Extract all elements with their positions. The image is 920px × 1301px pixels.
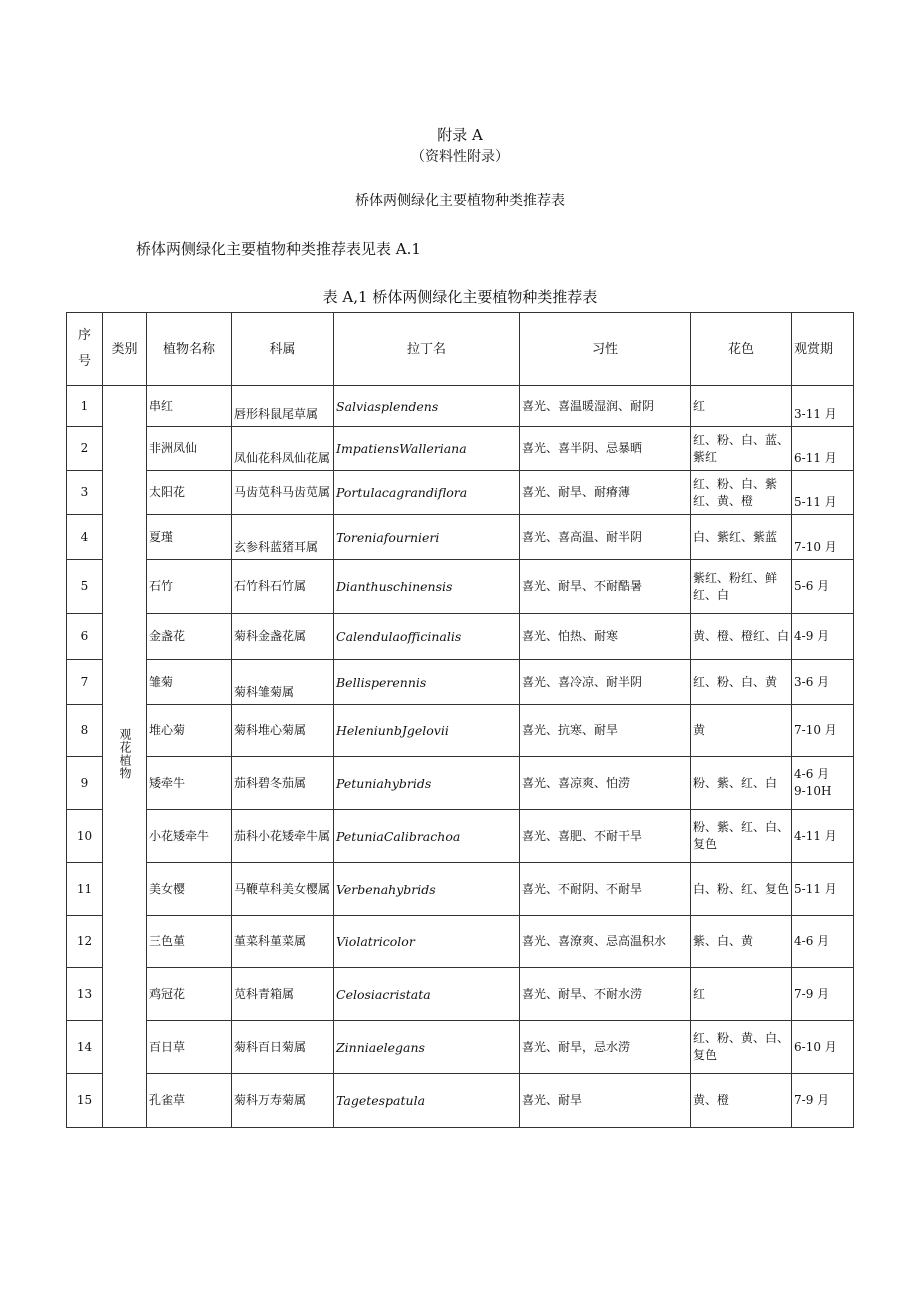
- appendix-subtitle: （资料性附录）: [411, 149, 509, 165]
- latin-name: Verbenahybrids: [334, 863, 520, 916]
- table-row: [67, 863, 854, 916]
- flower-color: 粉、紫、红、白、复色: [691, 810, 792, 863]
- plant-habit: 喜光、耐旱、不耐酷暑: [520, 560, 691, 614]
- header-family: 科属: [232, 313, 334, 386]
- plant-family: 茄科小花矮牵牛属: [232, 810, 334, 863]
- table-row: [67, 916, 854, 968]
- latin-name: Tagetespatula: [334, 1074, 520, 1128]
- flower-color: 白、粉、红、复色: [691, 863, 792, 916]
- plant-habit: 喜光、耐旱，忌水涝: [520, 1021, 691, 1074]
- viewing-period: 4-11 月: [792, 810, 854, 863]
- flower-color: 红、粉、白、紫红、黄、橙: [691, 471, 792, 515]
- row-number: 14: [67, 1021, 103, 1074]
- latin-name: HeleniunbJgelovii: [334, 705, 520, 757]
- section-title: 桥体两侧绿化主要植物种类推荐表: [355, 193, 565, 209]
- latin-name: Calendulaofficinalis: [334, 614, 520, 660]
- viewing-period: 5-6 月: [792, 560, 854, 614]
- table-header-row: [67, 313, 854, 386]
- plant-name: 串红: [147, 386, 232, 427]
- viewing-period: 7-9 月: [792, 968, 854, 1021]
- viewing-period: 7-9 月: [792, 1074, 854, 1128]
- table-row: [67, 427, 854, 471]
- header-no: 序 号: [67, 313, 103, 386]
- latin-name: Celosiacristata: [334, 968, 520, 1021]
- viewing-period: 7-10 月: [792, 705, 854, 757]
- table-row: [67, 968, 854, 1021]
- table-row: [67, 1021, 854, 1074]
- row-number: 10: [67, 810, 103, 863]
- row-number: 2: [67, 427, 103, 471]
- header-category: 类别: [103, 313, 147, 386]
- plant-habit: 喜光、抗寒、耐旱: [520, 705, 691, 757]
- plant-name: 太阳花: [147, 471, 232, 515]
- plant-name: 孔雀草: [147, 1074, 232, 1128]
- plant-family: 马鞭草科美女樱属: [232, 863, 334, 916]
- plant-family: 凤仙花科凤仙花属: [232, 427, 334, 471]
- plant-name: 鸡冠花: [147, 968, 232, 1021]
- row-number: 9: [67, 757, 103, 810]
- plant-habit: 喜光、喜潦爽、忌高温积水: [520, 916, 691, 968]
- viewing-period: 5-11 月: [792, 471, 854, 515]
- flower-color: 黄、橙: [691, 1074, 792, 1128]
- viewing-period: 3-6 月: [792, 660, 854, 705]
- latin-name: Zinniaelegans: [334, 1021, 520, 1074]
- plant-habit: 喜光、喜凉爽、怕涝: [520, 757, 691, 810]
- category-label: 观花植物: [118, 728, 132, 780]
- latin-name: Petuniahybrids: [334, 757, 520, 810]
- row-number: 12: [67, 916, 103, 968]
- flower-color: 红: [691, 386, 792, 427]
- table-row: [67, 614, 854, 660]
- table-row: [67, 515, 854, 560]
- plant-family: 马齿苋科马齿苋属: [232, 471, 334, 515]
- row-number: 8: [67, 705, 103, 757]
- viewing-period: 5-11 月: [792, 863, 854, 916]
- viewing-period: 4-6 月: [792, 916, 854, 968]
- plant-name: 雏菊: [147, 660, 232, 705]
- row-number: 3: [67, 471, 103, 515]
- row-number: 6: [67, 614, 103, 660]
- plant-habit: 喜光、喜温暖湿润、耐阴: [520, 386, 691, 427]
- plant-family: 唇形科鼠尾草属: [232, 386, 334, 427]
- header-name: 植物名称: [147, 313, 232, 386]
- plant-habit: 喜光、喜冷凉、耐半阴: [520, 660, 691, 705]
- plant-family: 菊科金盏花属: [232, 614, 334, 660]
- plant-name: 非洲凤仙: [147, 427, 232, 471]
- plant-name: 堆心菊: [147, 705, 232, 757]
- plant-family: 苋科青箱属: [232, 968, 334, 1021]
- plant-family: 玄参科蓝猪耳属: [232, 515, 334, 560]
- table-row: [67, 560, 854, 614]
- plant-habit: 喜光、怕热、耐寒: [520, 614, 691, 660]
- header-habit: 习性: [520, 313, 691, 386]
- plant-habit: 喜光、耐旱、不耐水涝: [520, 968, 691, 1021]
- flower-color: 白、紫红、紫蓝: [691, 515, 792, 560]
- table-row: [67, 660, 854, 705]
- viewing-period: 6-10 月: [792, 1021, 854, 1074]
- viewing-period: 3-11 月: [792, 386, 854, 427]
- plant-family: 菊科雏菊属: [232, 660, 334, 705]
- plant-family: 茄科碧冬茄属: [232, 757, 334, 810]
- table-row: [67, 471, 854, 515]
- plant-name: 小花矮牵牛: [147, 810, 232, 863]
- flower-color: 红、粉、白、黄: [691, 660, 792, 705]
- viewing-period: 7-10 月: [792, 515, 854, 560]
- row-number: 5: [67, 560, 103, 614]
- row-number: 11: [67, 863, 103, 916]
- plant-family: 菊科万寿菊属: [232, 1074, 334, 1128]
- row-number: 1: [67, 386, 103, 427]
- flower-color: 粉、紫、红、白: [691, 757, 792, 810]
- viewing-period: 4-6 月 9-10H: [792, 757, 854, 810]
- header-flower-color: 花色: [691, 313, 792, 386]
- intro-text: 桥体两侧绿化主要植物种类推荐表见表 A.1: [136, 240, 421, 258]
- plant-family: 菊科百日菊属: [232, 1021, 334, 1074]
- row-number: 13: [67, 968, 103, 1021]
- plant-name: 百日草: [147, 1021, 232, 1074]
- flower-color: 红、粉、白、蓝、紫红: [691, 427, 792, 471]
- row-number: 4: [67, 515, 103, 560]
- plant-name: 金盏花: [147, 614, 232, 660]
- plant-name: 矮牵牛: [147, 757, 232, 810]
- latin-name: Toreniafournieri: [334, 515, 520, 560]
- plant-name: 三色堇: [147, 916, 232, 968]
- plant-family: 菊科堆心菊属: [232, 705, 334, 757]
- plant-family: 堇菜科堇菜属: [232, 916, 334, 968]
- plant-name: 美女樱: [147, 863, 232, 916]
- plant-habit: 喜光、不耐阴、不耐旱: [520, 863, 691, 916]
- table-row: [67, 705, 854, 757]
- plant-habit: 喜光、喜半阴、忌暴晒: [520, 427, 691, 471]
- header-latin: 拉丁名: [334, 313, 520, 386]
- table-row: [67, 757, 854, 810]
- plant-name: 石竹: [147, 560, 232, 614]
- latin-name: Bellisperennis: [334, 660, 520, 705]
- latin-name: Violatricolor: [334, 916, 520, 968]
- plant-habit: 喜光、耐旱、耐瘠薄: [520, 471, 691, 515]
- latin-name: PetuniaCalibrachoa: [334, 810, 520, 863]
- flower-color: 紫、白、黄: [691, 916, 792, 968]
- appendix-title: 附录 A: [437, 126, 483, 144]
- category-cell: [103, 386, 147, 1128]
- flower-color: 紫红、粉红、鲜红、白: [691, 560, 792, 614]
- viewing-period: 4-9 月: [792, 614, 854, 660]
- flower-color: 黄: [691, 705, 792, 757]
- table-row: [67, 386, 854, 427]
- row-number: 15: [67, 1074, 103, 1128]
- plant-family: 石竹科石竹属: [232, 560, 334, 614]
- plant-table: [66, 312, 854, 1128]
- latin-name: ImpatiensWalleriana: [334, 427, 520, 471]
- latin-name: Salviasplendens: [334, 386, 520, 427]
- plant-name: 夏瑾: [147, 515, 232, 560]
- viewing-period: 6-11 月: [792, 427, 854, 471]
- plant-habit: 喜光、喜肥、不耐干旱: [520, 810, 691, 863]
- flower-color: 红: [691, 968, 792, 1021]
- plant-habit: 喜光、喜高温、耐半阴: [520, 515, 691, 560]
- flower-color: 黄、橙、橙红、白: [691, 614, 792, 660]
- table-caption: 表 A,1 桥体两侧绿化主要植物种类推荐表: [322, 288, 598, 306]
- flower-color: 红、粉、黄、白、复色: [691, 1021, 792, 1074]
- table-row: [67, 1074, 854, 1128]
- table-row: [67, 810, 854, 863]
- row-number: 7: [67, 660, 103, 705]
- header-period: 观赏期: [792, 313, 854, 386]
- latin-name: Portulacagrandiflora: [334, 471, 520, 515]
- plant-habit: 喜光、耐旱: [520, 1074, 691, 1128]
- latin-name: Dianthuschinensis: [334, 560, 520, 614]
